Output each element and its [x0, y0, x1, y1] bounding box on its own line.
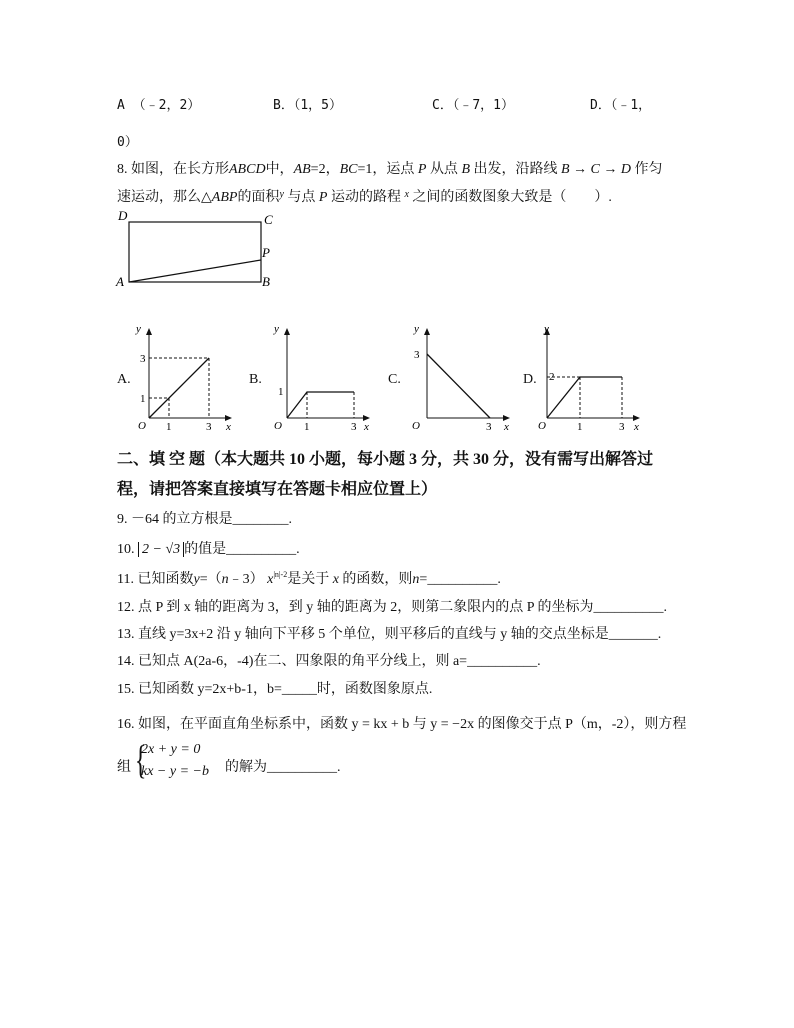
question-16-line1: 16. 如图，在平面直角坐标系中，函数 y = kx + b 与 y = −2x 的图像交于点 P（m，-2），则方程 [117, 717, 687, 732]
graph-d-ytick-2: 2 [549, 371, 555, 383]
graph-a-ytick-1: 1 [140, 393, 146, 405]
graph-b-ytick-1: 1 [278, 386, 284, 398]
abs-expression: 2 − √3 [138, 542, 184, 557]
graph-a-ytick-3: 3 [140, 353, 146, 365]
question-12: 12. 点 P 到 x 轴的距离为 3，到 y 轴的距离为 2，则第二象限内的点 P 的坐标为__________. [117, 600, 668, 615]
graph-a-xtick-1: 1 [166, 421, 172, 432]
q7-option-a: A （﹣2，2） [117, 98, 201, 113]
label-a: A [116, 274, 124, 289]
graph-c-origin: O [412, 420, 420, 432]
graph-b-option: B. [249, 372, 262, 387]
graph-c-x-label: x [504, 421, 509, 432]
graph-b-xtick-1: 1 [304, 421, 310, 432]
graph-b-x-label: x [364, 421, 369, 432]
graph-b-origin: O [274, 420, 282, 432]
graph-a-y-label: y [136, 323, 141, 335]
graph-d-y-label: y [544, 323, 549, 335]
question-10: 10. 2 − √3 的值是__________. [117, 542, 300, 557]
graph-d-xtick-1: 1 [577, 421, 583, 432]
graph-d-origin: O [538, 420, 546, 432]
graph-c-ytick-3: 3 [414, 349, 420, 361]
q7-option-d: D．（﹣1， [590, 98, 652, 113]
graph-b-xtick-3: 3 [351, 421, 357, 432]
q7-option-d-continuation: 0） [117, 135, 138, 150]
graph-a-line [149, 358, 209, 418]
q7-option-c: C．（﹣7，1） [432, 98, 514, 113]
graph-c-option: C. [388, 372, 401, 387]
graph-c-line [427, 354, 490, 418]
q7-option-b: B．（1，5） [273, 98, 342, 113]
question-13: 13. 直线 y=3x+2 沿 y 轴向下平移 5 个单位，则平移后的直线与 y 轴的交点坐标是_______. [117, 627, 662, 642]
rectangle-figure [110, 205, 280, 295]
graph-c-y-label: y [414, 323, 419, 335]
graph-c [406, 322, 516, 432]
graph-d-option: D. [523, 372, 537, 387]
segment-ap [129, 260, 261, 282]
question-14: 14. 已知点 A(2a-6，-4)在二、四象限的角平分线上，则 a=__________. [117, 654, 541, 669]
label-p: P [262, 245, 270, 260]
system-brace: { [134, 737, 147, 782]
label-b: B [262, 274, 270, 289]
question-15: 15. 已知函数 y=2x+b-1，b=_____时，函数图象原点. [117, 682, 433, 697]
q8-text-line2: 速运动，那么△ABP的面积$^y$ 与点 P 运动的路程 $^x$ 之间的函数图象大致是（ ）. [117, 189, 612, 205]
graph-a-xtick-3: 3 [206, 421, 212, 432]
graph-b [266, 322, 376, 432]
equation-2: kx − y = −b [141, 764, 209, 779]
graph-a-origin: O [138, 420, 146, 432]
rectangle-abcd [129, 222, 261, 282]
graph-d-xtick-3: 3 [619, 421, 625, 432]
graph-a-x-label: x [226, 421, 231, 432]
question-11: 11. 已知函数y=（n﹣3） $x^{|n|-2}$是关于 x 的函数，则n=__________. [117, 570, 501, 587]
graph-a-option: A. [117, 372, 131, 387]
graph-c-xtick-3: 3 [486, 421, 492, 432]
section2-header-line2: 程，请把答案直接填写在答题卡相应位置上） [117, 481, 438, 498]
graph-d-line [547, 377, 622, 418]
graph-b-line [287, 392, 354, 418]
label-d: D [118, 208, 128, 223]
label-c: C [264, 212, 273, 227]
graph-b-y-label: y [274, 323, 279, 335]
graph-a [128, 322, 238, 432]
graph-d-x-label: x [634, 421, 639, 432]
q8-text-line1: 8. 如图，在长方形ABCD中，AB=2，BC=1，运点 P 从点 B 出发，沿路线 B → C → D 作匀 [117, 162, 663, 177]
graph-d [526, 322, 646, 432]
section2-header-line1: 二、填 空 题（本大题共 10 小题，每小题 3 分，共 30 分，没有需写出解答过 [117, 451, 654, 468]
question-9: 9. －64 的立方根是________. [117, 512, 292, 527]
equation-1: 2x + y = 0 [141, 742, 201, 757]
